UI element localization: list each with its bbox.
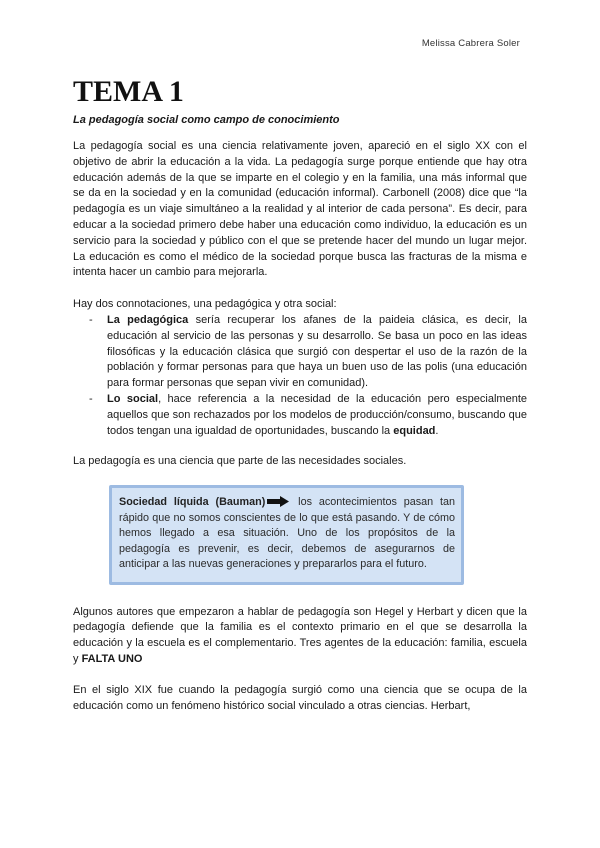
- page-title: TEMA 1: [73, 75, 184, 108]
- paragraph-necesidades: La pedagogía es una ciencia que parte de las necesidades sociales.: [73, 455, 407, 468]
- author-name: Melissa Cabrera Soler: [421, 38, 520, 49]
- emphasis-equidad: equidad: [393, 424, 436, 437]
- paragraph-intro: La pedagogía social es una ciencia relativamente joven, apareció en el siglo XX con el objetivo de abrir la educación a la vida. La pedagogía surge porque entiende que hay otra educación además de la que se imparte en el colegio y en la familia, una más informal que se da en la sociedad y en la comunidad (educación informal). Carbonell (2008) dice que “la pedagogía es un viaje simultáneo a la realidad y al interior de cada persona”. Es decir, para educar a la sociedad primero debe haber una educación como individuo, la educación es un servicio para la sociedad y público con el que se pretende hacer del mundo un lugar mejor. La educación es como el médico de la sociedad porque busca las fracturas de la misma e intenta hacer un cambio para mejorarla.: [73, 140, 527, 279]
- callout-term: Sociedad líquida: [119, 496, 209, 509]
- list-item-social: [73, 392, 527, 439]
- paragraph-autores: [73, 605, 527, 668]
- callout-author: (Bauman): [215, 496, 266, 509]
- list-item-pedagogica: [73, 313, 527, 392]
- autores-text: Algunos autores que empezaron a hablar de pedagogía son Hegel y Herbart y dicen que la pedagogía defiende que la familia es el contexto primario en el que se desarrolla la educación y la escuela es el complementario. Tres agentes de la educación: familia, escuela y: [73, 605, 527, 666]
- callout-text: los acontecimientos pasan tan rápido que no somos conscientes de lo que está pasando. Y de cómo hemos llegado a esa situación. Uno de los propósitos de la pedagogía es prevenir, es decir, debemos de asegurarnos de anticipar a las nuevas generaciones y prepararlos para el futuro.: [119, 496, 455, 571]
- text-social: , hace referencia a la necesidad de la educación pero especialmente aquellos que son rechazados por los modelos de producción/consumo, buscando que todos tengan una igualdad de oportunidades, buscando la: [107, 392, 527, 437]
- emphasis-falta-uno: FALTA UNO: [81, 653, 143, 666]
- dash-bullet: -: [89, 313, 93, 326]
- end-punctuation: .: [435, 424, 439, 437]
- paragraph-connotations-intro: Hay dos connotaciones, una pedagógica y otra social:: [73, 298, 337, 311]
- document-page: [73, 76, 527, 714]
- text-pedagogica: sería recuperar los afanes de la paideia clásica, es decir, la educación al servicio de las personas y su desarrollo. Se basa un poco en las ideas filosóficas y la educación clásica que surgió con despertar el uso de la razón de la población y formar personas para que haya un buen uso de las polis (una educación para formar personas que sepan vivir en comunidad).: [107, 313, 527, 390]
- connotations-list: [73, 313, 527, 439]
- callout-wrapper: [73, 485, 527, 585]
- subtitle: La pedagogía social como campo de conocimiento: [73, 114, 340, 126]
- callout-box: [109, 485, 464, 585]
- paragraph-siglo-xix: En el siglo XIX fue cuando la pedagogía surgió como una ciencia que se ocupa de la educación como un fenómeno histórico social vinculado a otras ciencias. Herbart,: [73, 683, 527, 712]
- term-pedagogica: La pedagógica: [107, 313, 189, 326]
- term-social: Lo social: [107, 392, 159, 405]
- dash-bullet: -: [89, 392, 93, 405]
- arrow-right-icon: [267, 496, 289, 507]
